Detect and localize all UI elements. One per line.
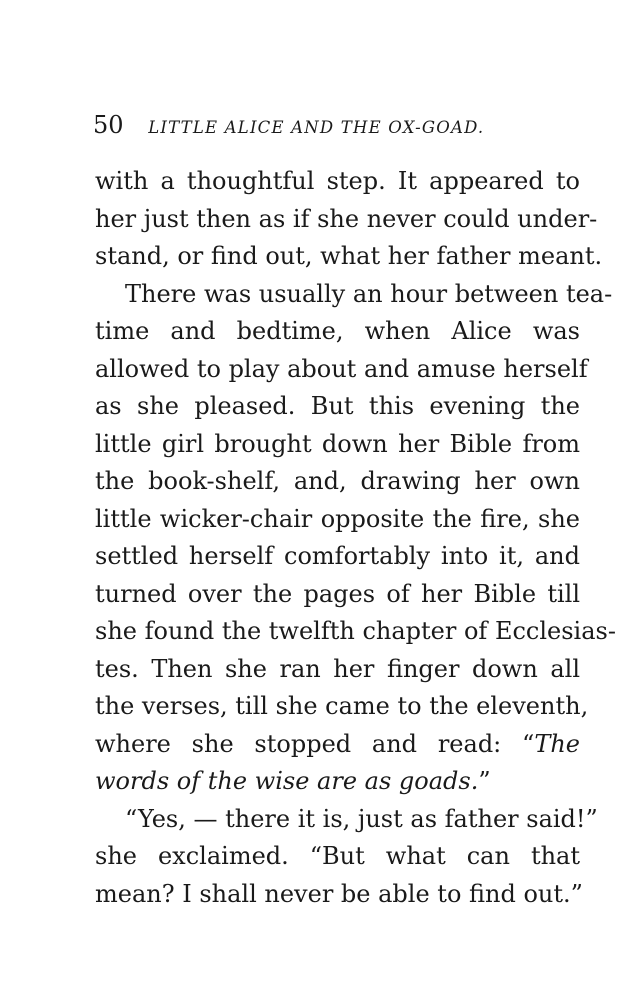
- quoted-text-italic: The: [534, 729, 580, 758]
- text-line-with-quote: [95, 763, 580, 801]
- text-line: “Yes, — there it is, just as father said!”: [125, 804, 598, 833]
- text-line: she found the twelfth chapter of Ecclesias-: [95, 617, 616, 645]
- quoted-text-italic: words of the wise are as goads.: [95, 767, 479, 795]
- text-line: little wicker-chair opposite the fire, she: [95, 504, 580, 533]
- body-text: [95, 163, 616, 913]
- running-header: [93, 111, 484, 139]
- text-line-with-quote: [95, 726, 580, 764]
- text-line: time and bedtime, when Alice was: [95, 317, 580, 345]
- text-line: the book-shelf, and, drawing her own: [95, 467, 580, 495]
- text-line: settled herself comfortably into it, and: [95, 542, 580, 570]
- text-line: as she pleased. But this evening the: [95, 392, 580, 420]
- text-line: little girl brought down her Bible from: [95, 429, 580, 458]
- text-line: with a thoughtful step. It appeared to: [95, 167, 580, 195]
- closing-quote: ”: [478, 767, 491, 795]
- text-line: mean? I shall never be able to find out.”: [95, 879, 583, 908]
- text-line: stand, or find out, what her father meant.: [95, 242, 603, 270]
- text-line: There was usually an hour between tea-: [125, 279, 613, 308]
- text-line: tes. Then she ran her finger down all: [95, 654, 580, 683]
- page-number: 50: [93, 111, 124, 139]
- text-line: her just then as if she never could under-: [95, 204, 598, 233]
- text-line: she exclaimed. “But what can that: [95, 842, 580, 870]
- text-line: the verses, till she came to the eleventh,: [95, 692, 589, 720]
- text-line: allowed to play about and amuse herself: [95, 354, 588, 383]
- text-segment: where she stopped and read: “: [95, 729, 535, 758]
- running-title: LITTLE ALICE AND THE OX-GOAD.: [148, 118, 485, 137]
- text-line: turned over the pages of her Bible till: [95, 579, 580, 608]
